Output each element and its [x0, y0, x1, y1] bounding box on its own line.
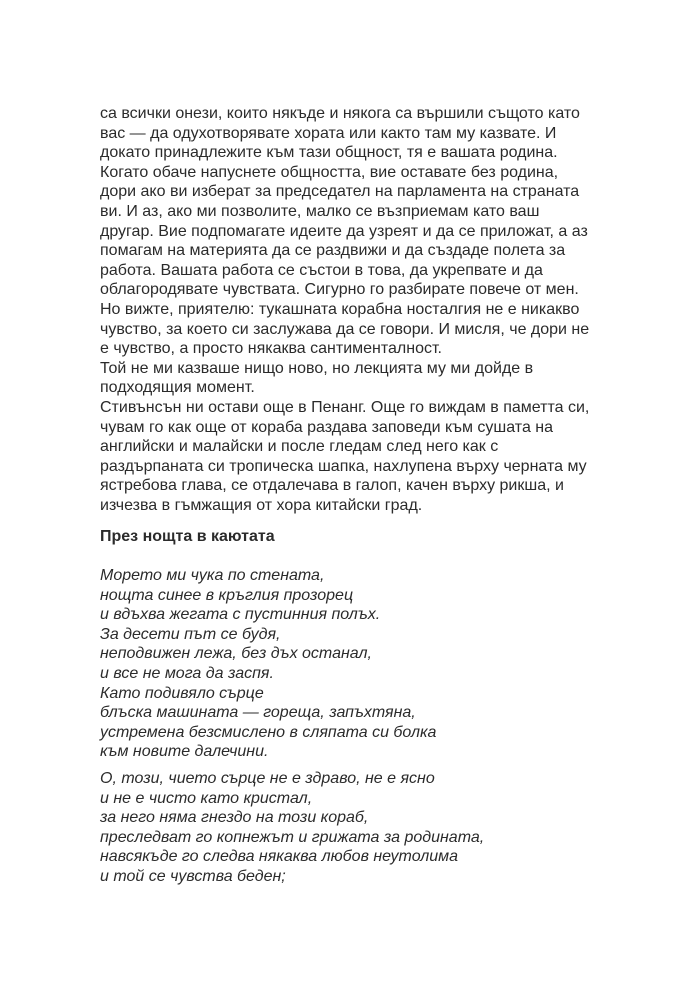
- prose-line: облагородявате чувствата. Сигурно го разбирате повече от мен.: [100, 281, 579, 299]
- prose-line: е чувство, а просто някаква сантименталност.: [100, 340, 442, 358]
- prose-line: изчезва в гъмжащия от хора китайски град.: [100, 496, 423, 514]
- prose-paragraphs: [100, 104, 620, 515]
- poem-line: навсякъде го следва някаква любов неутолима: [100, 848, 459, 866]
- poem-line: и вдъхва жегата с пустинния полъх.: [100, 606, 381, 624]
- poem-line: блъска машината — гореща, запъхтяна,: [100, 704, 416, 722]
- prose-line: докато принадлежите към тази общност, тя е вашата родина.: [100, 144, 558, 162]
- prose-line: Той не ми казваше нищо ново, но лекцията му ми дойде в: [100, 359, 534, 377]
- poem-line: Морето ми чука по стената,: [100, 567, 325, 584]
- prose-line: раздърпаната си тропическа шапка, нахлупена върху черната му: [100, 457, 587, 475]
- prose-line: Когато обаче напуснете общността, вие оставате без родина,: [100, 163, 559, 181]
- prose-line: английски и малайски и после гледам след него как с: [100, 438, 499, 456]
- prose-line: подходящия момент.: [100, 379, 255, 397]
- poem-line: преследват го копнежът и грижата за родината,: [100, 828, 485, 846]
- prose-line: Но вижте, приятелю: тукашната корабна носталгия не е никакво: [100, 300, 580, 318]
- prose-line: са всички онези, които някъде и някога са вършили същото като: [100, 105, 580, 122]
- prose-line: работа. Вашата работа се състои в това, да укрепвате и да: [100, 261, 543, 279]
- prose-line: Стивънсън ни остави още в Пенанг. Още го виждам в паметта си,: [100, 398, 590, 416]
- poem-line: нощта синее в кръглия прозорец: [100, 586, 354, 604]
- prose-line: ястребова глава, се отдалечава в галоп, качен върху рикша, и: [100, 477, 564, 495]
- prose-line: ви. И аз, ако ми позволите, малко се възприемам като ваш: [100, 202, 540, 220]
- poem-line: За десети път се будя,: [100, 625, 281, 643]
- poem-line: устремена безсмислено в сляпата си болка: [100, 723, 437, 741]
- poem-line: за него няма гнездо на този кораб,: [100, 809, 369, 827]
- poem-stanza-2: [100, 769, 620, 887]
- prose-line: другар. Вие подпомагате идеите да узреят и да се приложат, а аз: [100, 222, 588, 240]
- poem-line: Като подивяло сърце: [100, 684, 264, 702]
- prose-line: помагам на материята да се раздвижи и да създаде полета за: [100, 242, 566, 260]
- poem-line: неподвижен лежа, без дъх останал,: [100, 645, 372, 663]
- poem-line: и не е чисто като кристал,: [100, 789, 313, 807]
- poem-line: О, този, чието сърце не е здраво, не е ясно: [100, 770, 435, 787]
- poem-line: и той се чувства беден;: [100, 867, 286, 885]
- poem-line: към новите далечини.: [100, 743, 269, 761]
- poem-title: През нощта в каютата: [100, 528, 275, 545]
- prose-line: чувство, за което си заслужава да се говори. И мисля, че дори не: [100, 320, 590, 338]
- prose-line: вас — да одухотворявате хората или както там му казвате. И: [100, 124, 557, 142]
- prose-line: дори ако ви изберат за председател на парламента на страната: [100, 183, 580, 201]
- poem-stanza-1: [100, 566, 620, 762]
- poem-line: и все не мога да заспя.: [100, 664, 274, 682]
- prose-line: чувам го как още от кораба раздава заповеди към сушата на: [100, 418, 554, 436]
